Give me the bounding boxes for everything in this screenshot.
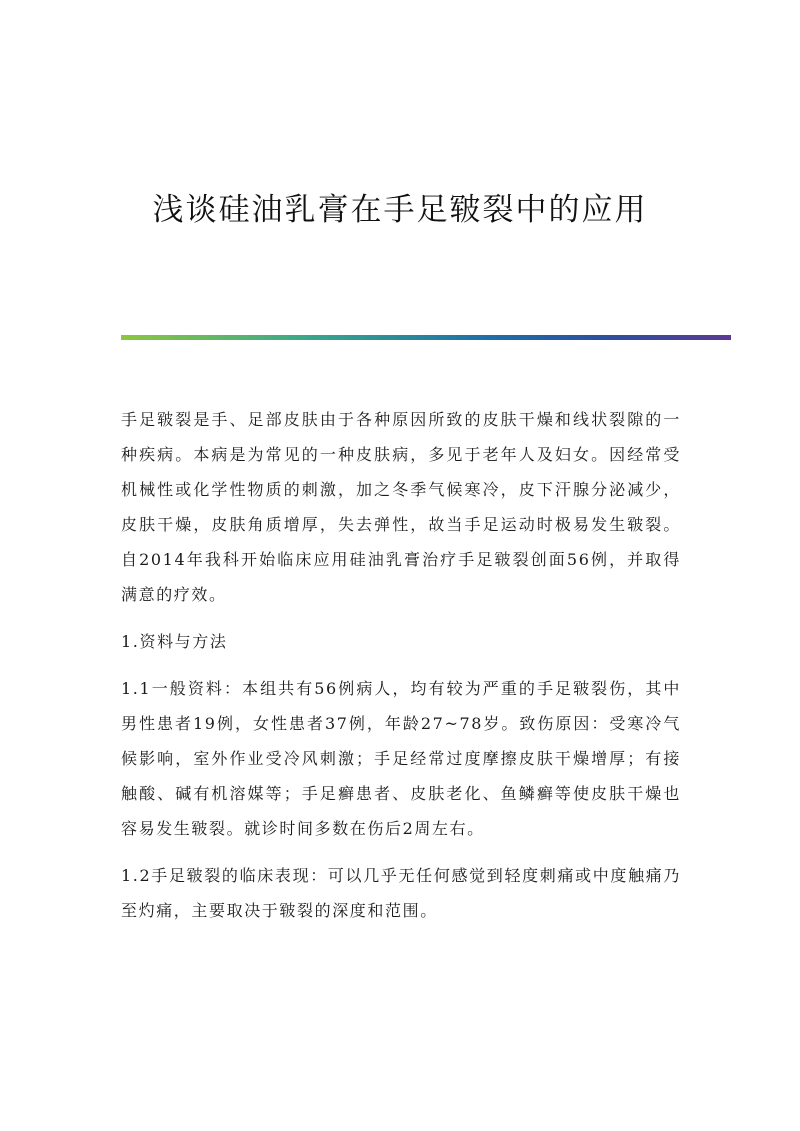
section-heading-materials-methods: 1.资料与方法: [121, 632, 228, 651]
document-body: [121, 402, 681, 940]
document-title: 浅谈硅油乳膏在手足皲裂中的应用: [152, 192, 648, 228]
paragraph-general-data: 1.1一般资料：本组共有56例病人，均有较为严重的手足皲裂伤，其中男性患者19例，女性患者37例，年龄27~78岁。致伤原因：受寒冷气候影响，室外作业受冷风刺激；手足经常过度摩擦皮肤干燥增厚；有接触酸、碱有机溶媒等；手足癣患者、皮肤老化、鱼鳞癣等使皮肤干燥也容易发生皲裂。就诊时间多数在伤后2周左右。: [121, 679, 681, 838]
paragraph-intro: 手足皲裂是手、足部皮肤由于各种原因所致的皮肤干燥和线状裂隙的一种疾病。本病是为常见的一种皮肤病，多见于老年人及妇女。因经常受机械性或化学性物质的刺激，加之冬季气候寒冷，皮下汗腺分泌减少，皮肤干燥，皮肤角质增厚，失去弹性，故当手足运动时极易发生皲裂。自2014年我科开始临床应用硅油乳膏治疗手足皲裂创面56例，并取得满意的疗效。: [121, 410, 681, 604]
title-divider: [121, 335, 731, 340]
paragraph-clinical-manifestation: 1.2手足皲裂的临床表现：可以几乎无任何感觉到轻度刺痛或中度触痛乃至灼痛，主要取决于皲裂的深度和范围。: [121, 866, 681, 920]
